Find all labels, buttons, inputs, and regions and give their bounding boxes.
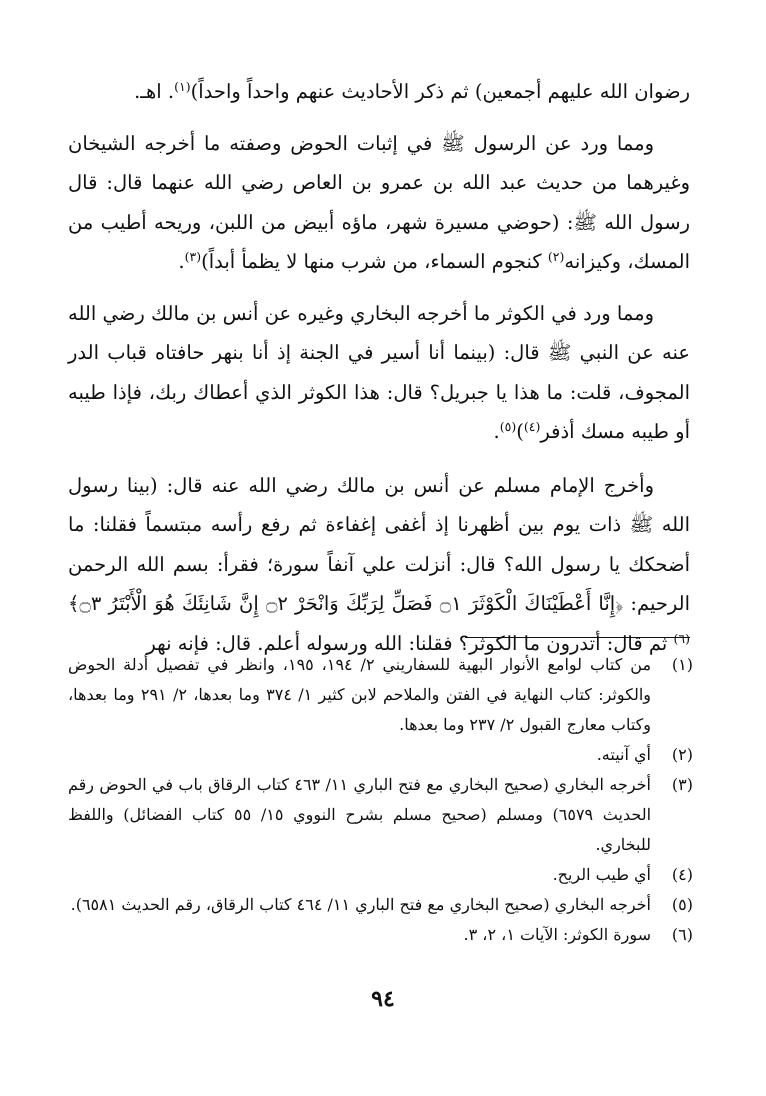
paragraph-2-text-b: كنجوم السماء، من شرب منها لا يظمأ أبداً): [201, 250, 548, 273]
paragraph-1: [68, 72, 690, 112]
footnote-1: [68, 650, 693, 740]
paragraph-3-end: .: [493, 420, 500, 443]
paragraph-2-end: .: [178, 250, 185, 273]
paragraph-3: [68, 294, 690, 452]
paragraph-4-text-b: ثم قال: أتدرون ما الكوثر؟ فقلنا: الله ورسوله أعلم. قال: فإنه نهر: [146, 631, 674, 655]
footnote-ref-4: (٤): [523, 419, 541, 434]
paragraph-4-text-a: وأخرج الإمام مسلم عن أنس بن مالك رضي الله عنه قال: (بينا رسول الله ﷺ ذات يوم بين أظهرنا إذ أغفى إغفاءة ثم رفع رأسه مبتسماً فقلنا: ما أضحكك يا رسول الله؟ قال: أنزلت علي آنفاً سورة؛ فقرأ: بسم الله الرحمن الرحيم: ﴿إِنَّا أَعْطَيْنَاكَ الْكَوْثَرَ ۝١ فَصَلِّ لِرَبِّكَ وَانْحَرْ ۝٢ إِنَّ شَانِئَكَ هُوَ الْأَبْتَرُ ۝٣﴾: [68, 473, 691, 615]
footnote-number: (١): [671, 655, 693, 674]
footnote-ref-5: (٥): [499, 419, 517, 434]
paragraph-1-text: رضوان الله عليهم أجمعين) ثم ذكر الأحاديث عنهم واحداً واحداً): [190, 80, 690, 103]
paragraph-1-end: . اهـ.: [134, 80, 175, 103]
paragraph-3-text-a: ومما ورد في الكوثر ما أخرجه البخاري وغيره عن أنس بن مالك رضي الله عنه عن النبي ﷺ قال: (بينما أنا أسير في الجنة إذ أنا بنهر حافتاه قباب الدر المجوف، قلت: ما هذا يا جبريل؟ قال: هذا الكوثر الذي أعطاك ربك، فإذا طيبه أو طيبه مسك أذفر: [68, 301, 690, 443]
footnote-number: (٣): [671, 775, 693, 794]
footnotes: [68, 650, 693, 950]
footnote-3: [68, 770, 693, 860]
footnote-number: (٦): [671, 925, 693, 944]
footnote-6: [68, 920, 693, 950]
main-text: [68, 72, 690, 663]
footnote-ref-2: (٢): [547, 249, 565, 264]
footnote-text: سورة الكوثر: الآيات ١، ٢، ٣.: [463, 925, 651, 944]
footnote-2: [68, 740, 693, 770]
footnote-ref-1: (١): [174, 79, 191, 94]
footnote-number: (٤): [671, 865, 693, 884]
footnote-text: أي طيب الريح.: [552, 865, 651, 884]
footnote-number: (٢): [671, 745, 693, 764]
paragraph-4: [68, 466, 690, 664]
footnote-text: أي آنيته.: [596, 745, 651, 764]
paragraph-3-text-b: ): [516, 420, 524, 443]
footnote-text: من كتاب لوامع الأنوار البهية للسفاريني ٢/ ١٩٤، ١٩٥، وانظر في تفصيل أدلة الحوض والكوثر: كتاب النهاية في الفتن والملاحم لابن كثير ١/ ٣٧٤ وما بعدها، ٢/ ٢٩١ وما بعدها، وكتاب معارج القبول ٢/ ٢٣٧ وما بعدها.: [68, 655, 652, 734]
page-number: ٩٤: [371, 986, 395, 1012]
paragraph-2-text-a: ومما ورد عن الرسول ﷺ في إثبات الحوض وصفته ما أخرجه الشيخان وغيرهما من حديث عبد الله بن عمرو بن العاص رضي الله عنهما قال: قال رسول الله ﷺ: (حوضي مسيرة شهر، ماؤه أبيض من اللبن، وريحه أطيب من المسك، وكيزانه: [68, 131, 690, 273]
footnote-ref-3: (٣): [184, 249, 202, 264]
footnote-text: أخرجه البخاري (صحيح البخاري مع فتح الباري ١١/ ٤٦٣ كتاب الرقاق باب في الحوض رقم الحديث ٦٥٧٩) ومسلم (صحيح مسلم بشرح النووي ١٥/ ٥٥ كتاب الفضائل) واللفظ للبخاري.: [68, 775, 652, 854]
footnote-text: أخرجه البخاري (صحيح البخاري مع فتح الباري ١١/ ٤٦٤ كتاب الرقاق، رقم الحديث ٦٥٨١).: [70, 895, 651, 914]
footnote-5: [68, 890, 693, 920]
footnote-ref-6: (٦): [673, 630, 690, 646]
footnote-4: [68, 860, 693, 890]
footnote-number: (٥): [671, 895, 693, 914]
paragraph-2: [68, 124, 690, 282]
footnote-divider: [465, 637, 690, 638]
